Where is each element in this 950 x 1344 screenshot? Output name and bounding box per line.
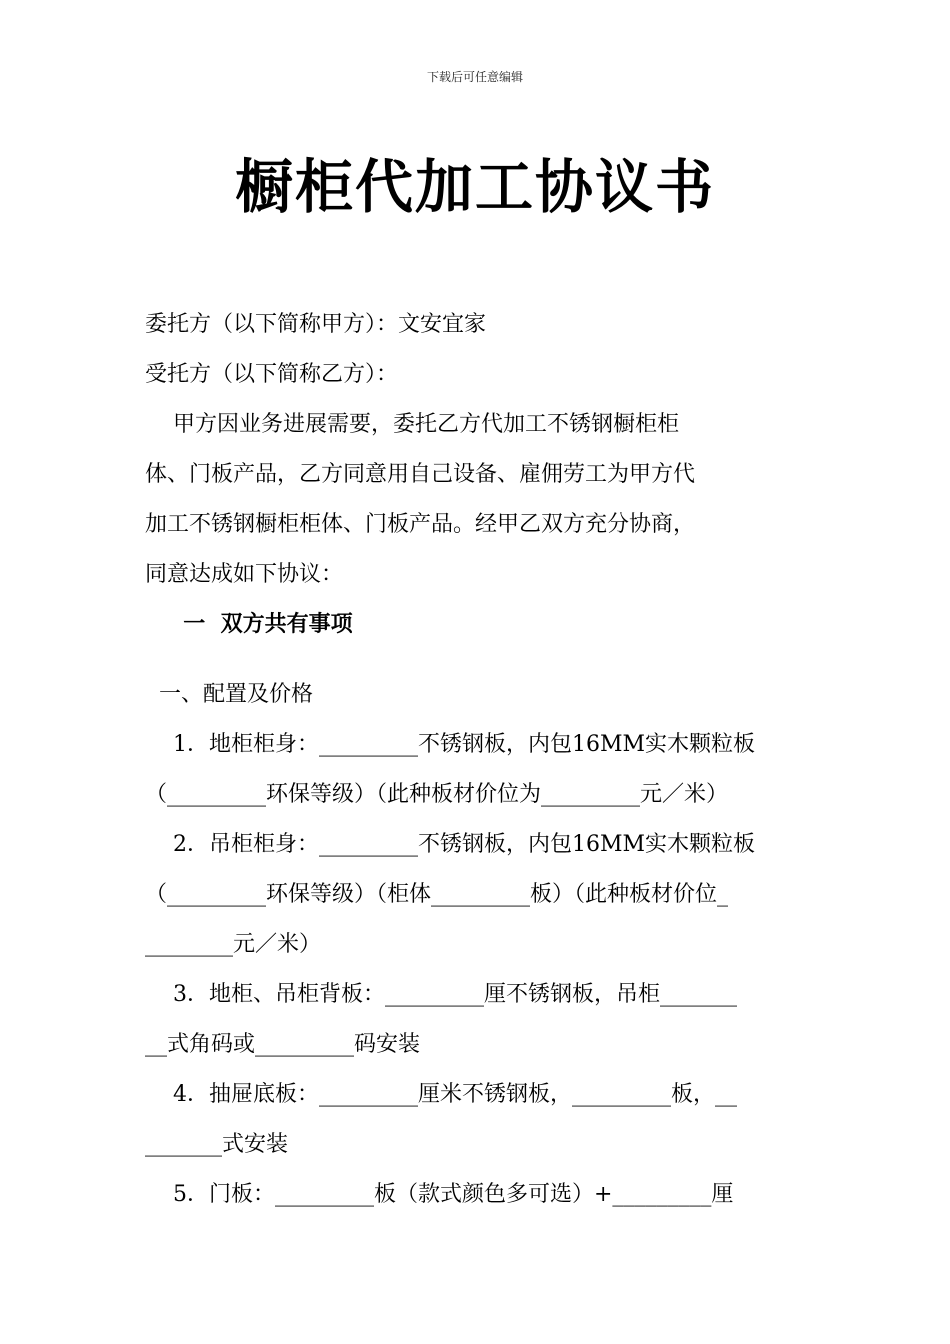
party-b-line: 受托方（以下简称乙方）： <box>145 362 399 387</box>
document-title: 橱柜代加工协议书 <box>234 153 715 221</box>
clause-5-line-1: 5．门板：_________板（款式颜色多可选）+_________厘 <box>145 1182 734 1207</box>
clause-3-line-2: __式角码或_________码安装 <box>145 1032 421 1057</box>
clause-2-line-2: （_________环保等级）（柜体_________板）（此种板材价位_ <box>145 882 729 907</box>
section-heading: 一 双方共有事项 <box>145 612 353 637</box>
clause-1-line-2: （_________环保等级）（此种板材价位为_________元／米） <box>145 782 729 807</box>
clause-4-line-1: 4．抽屉底板：_________厘米不锈钢板，_________板，__ <box>145 1082 737 1107</box>
clause-3-line-1: 3．地柜、吊柜背板：_________厘不锈钢板，吊柜_______ <box>145 982 737 1007</box>
header-note: 下载后可任意编辑 <box>426 70 523 84</box>
party-a-line: 委托方（以下简称甲方）：文安宜家 <box>145 312 487 337</box>
intro-paragraph-line-1: 甲方因业务进展需要，委托乙方代加工不锈钢橱柜柜 <box>145 412 679 437</box>
intro-paragraph-line-3: 加工不锈钢橱柜柜体、门板产品。经甲乙双方充分协商， <box>145 512 696 537</box>
clause-4-line-2: _______式安装 <box>145 1132 289 1157</box>
subsection-heading: 一、配置及价格 <box>145 682 313 707</box>
clause-2-line-1: 2．吊柜柜身：_________不锈钢板，内包16MM实木颗粒板 <box>145 832 756 857</box>
clause-1-line-1: 1．地柜柜身：_________不锈钢板，内包16MM实木颗粒板 <box>145 732 756 757</box>
clause-2-line-3: ________元／米） <box>145 932 322 957</box>
intro-paragraph-line-2: 体、门板产品，乙方同意用自己设备、雇佣劳工为甲方代 <box>145 462 696 487</box>
intro-paragraph-line-4: 同意达成如下协议： <box>145 562 344 587</box>
